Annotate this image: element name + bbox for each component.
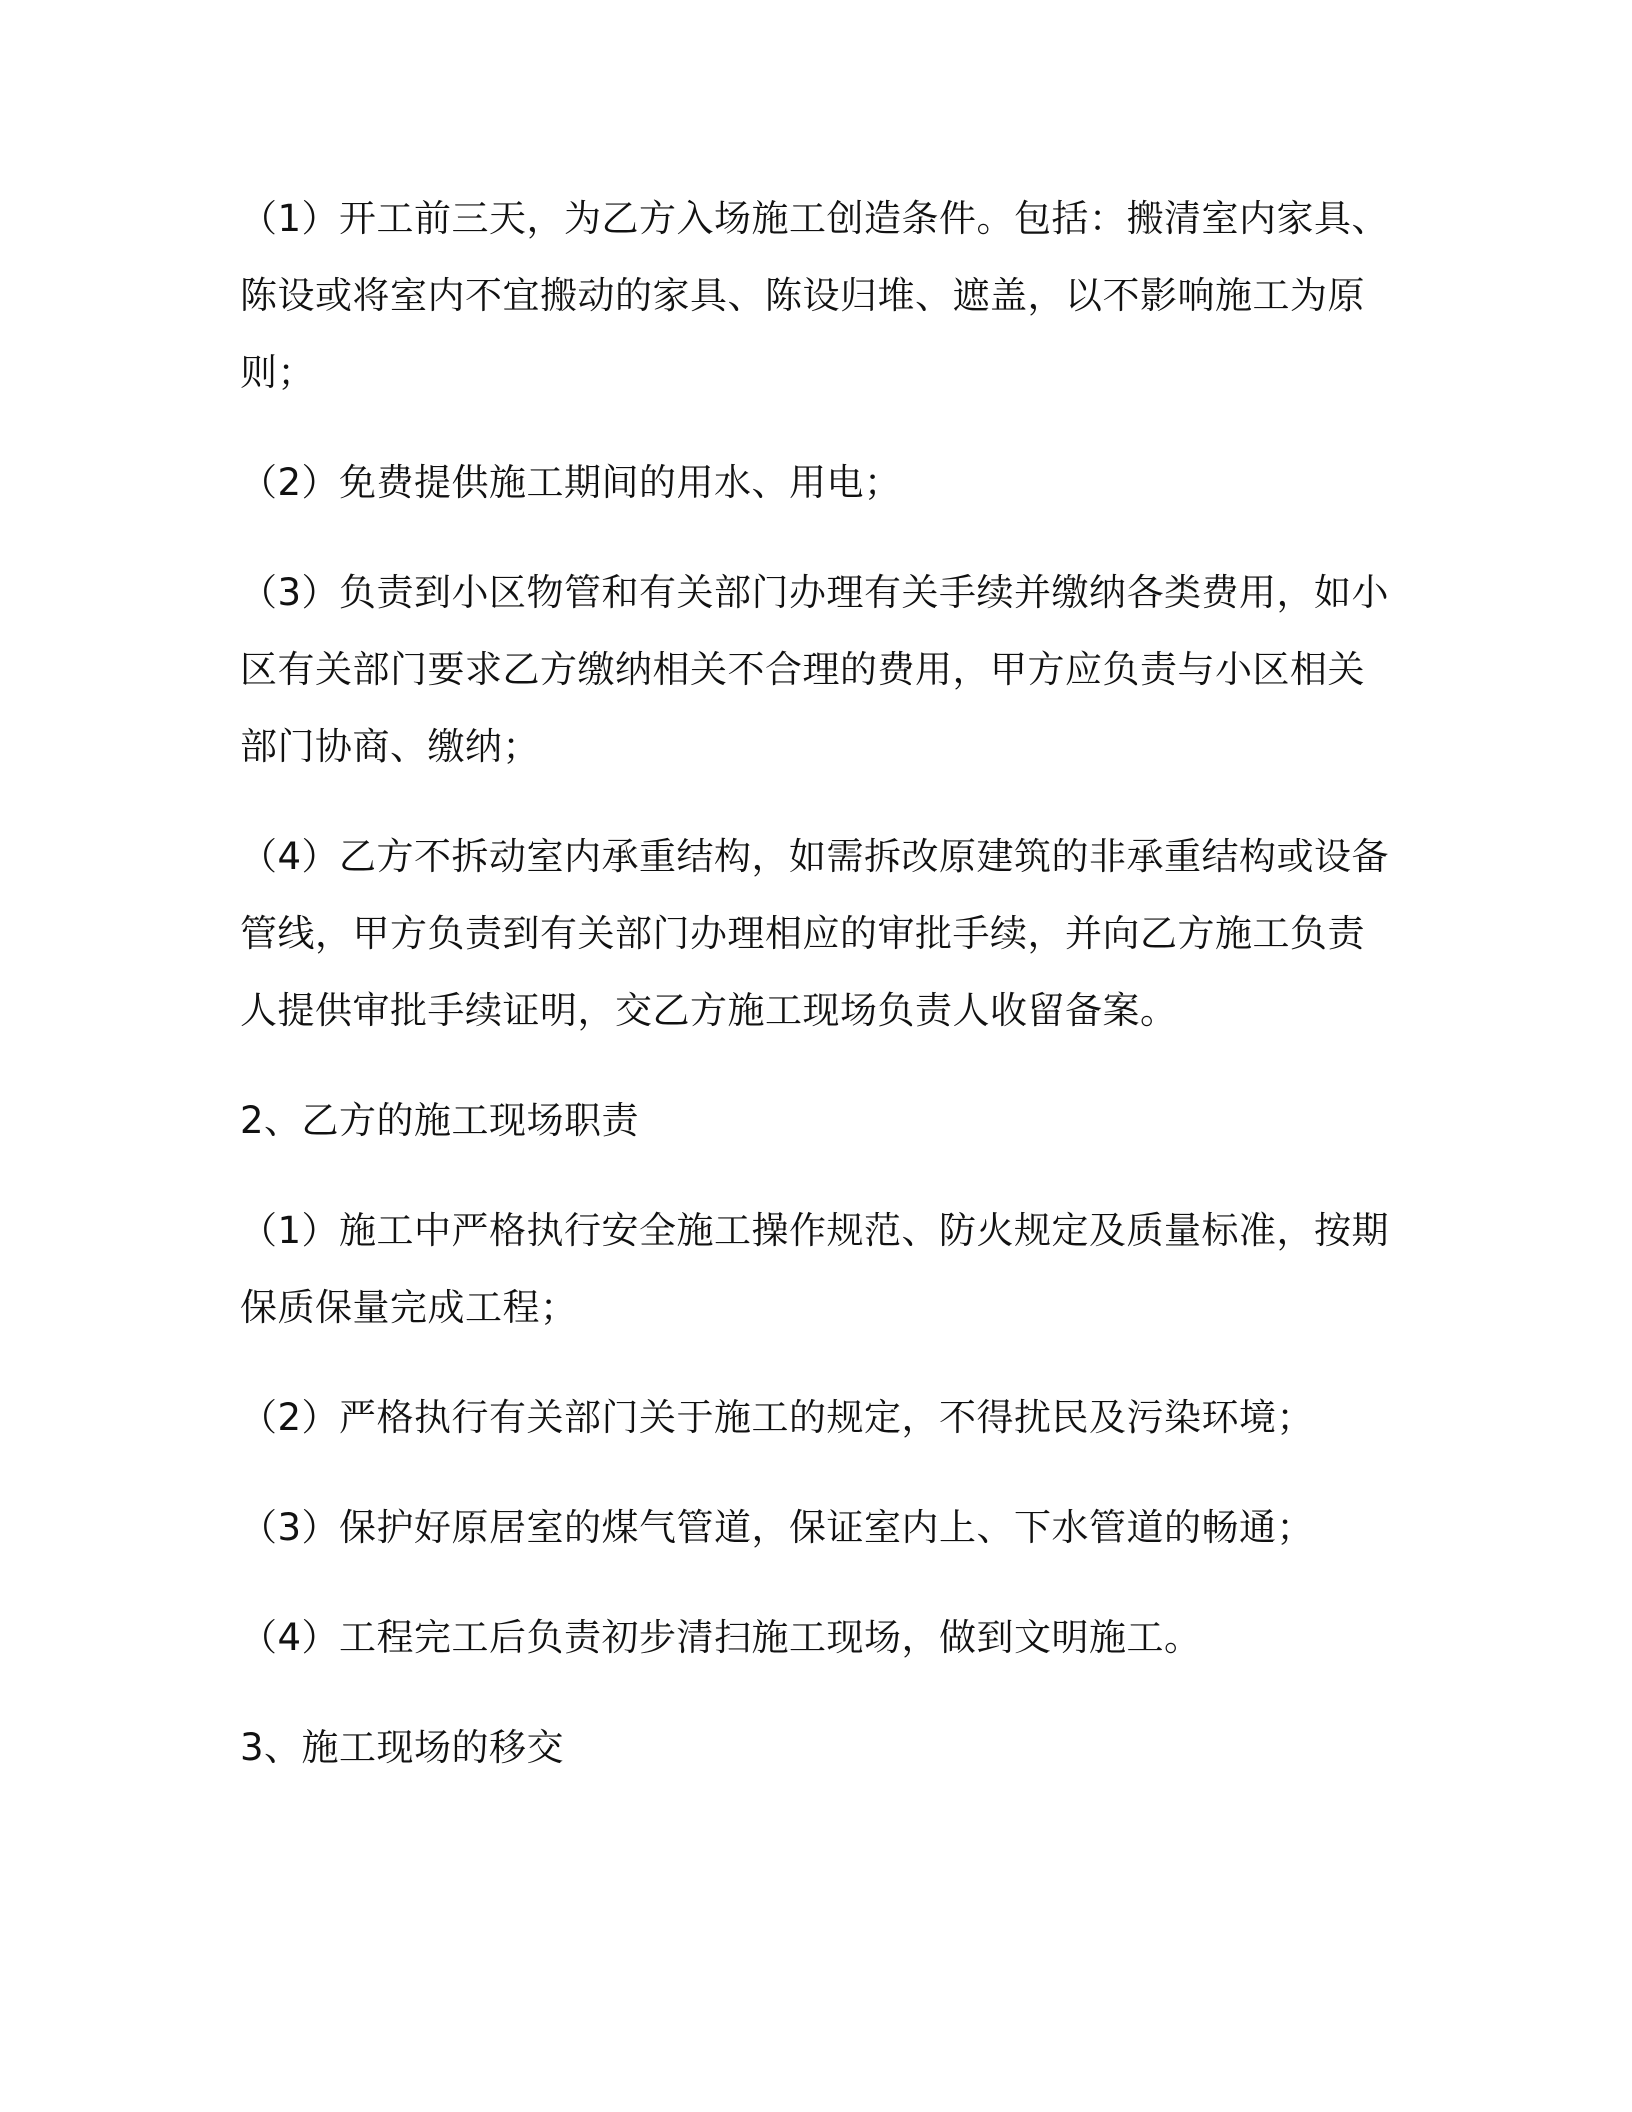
section-heading-3: 3、施工现场的移交 <box>240 1726 565 1769</box>
clause-1-2: （2）免费提供施工期间的用水、用电； <box>240 461 902 504</box>
clause-1-4: （4）乙方不拆动室内承重结构，如需拆改原建筑的非承重结构或设备管线，甲方负责到有关部门办理相应的审批手续，并向乙方施工负责人提供审批手续证明，交乙方施工现场负责人收留备案。 <box>240 835 1390 1032</box>
section-heading-2: 2、乙方的施工现场职责 <box>240 1099 640 1142</box>
clause-2-1: （1）施工中严格执行安全施工操作规范、防火规定及质量标准，按期保质保量完成工程； <box>240 1209 1390 1329</box>
clause-2-3: （3）保护好原居室的煤气管道，保证室内上、下水管道的畅通； <box>240 1506 1315 1549</box>
clause-1-1: （1）开工前三天，为乙方入场施工创造条件。包括：搬清室内家具、陈设或将室内不宜搬动的家具、陈设归堆、遮盖，以不影响施工为原则； <box>240 197 1390 394</box>
clause-2-4: （4）工程完工后负责初步清扫施工现场，做到文明施工。 <box>240 1616 1202 1659</box>
document-page <box>240 180 1390 1819</box>
clause-1-3: （3）负责到小区物管和有关部门办理有关手续并缴纳各类费用，如小区有关部门要求乙方缴纳相关不合理的费用，甲方应负责与小区相关部门协商、缴纳； <box>240 571 1390 768</box>
clause-2-2: （2）严格执行有关部门关于施工的规定，不得扰民及污染环境； <box>240 1396 1315 1439</box>
